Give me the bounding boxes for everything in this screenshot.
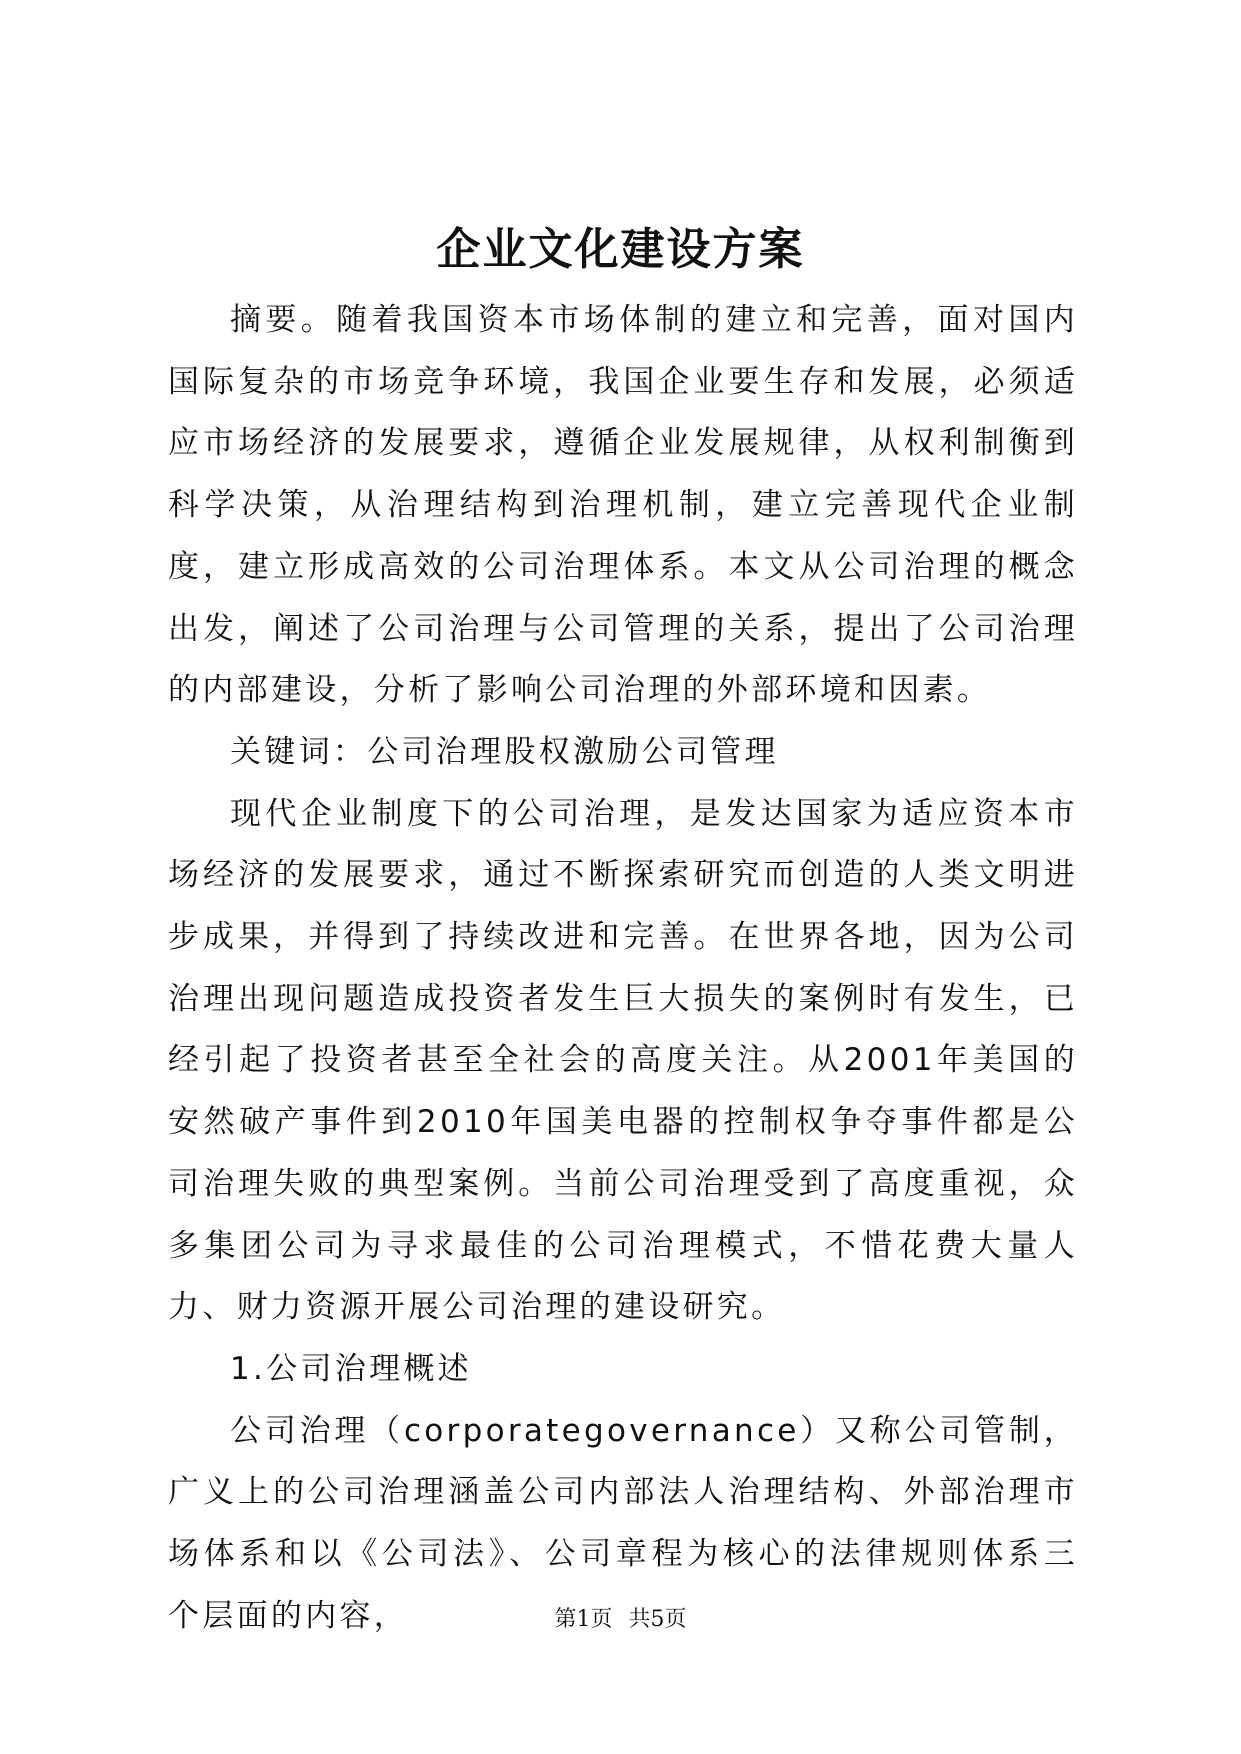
section-heading: 1.公司治理概述 <box>230 1350 472 1387</box>
page-total: 共5页 <box>628 1607 687 1632</box>
document-body <box>168 290 1078 1647</box>
abstract-paragraph: 摘要。随着我国资本市场体制的建立和完善，面对国内国际复杂的市场竞争环境，我国企业要生存和发展，必须适应市场经济的发展要求，遵循企业发展规律，从权利制衡到科学决策，从治理结构到治理机制，建立完善现代企业制度，建立形成高效的公司治理体系。本文从公司治理的概念出发，阐述了公司治理与公司管理的关系，提出了公司治理的内部建设，分析了影响公司治理的外部环境和因素。 <box>168 302 1078 709</box>
keywords-paragraph: 关键词：公司治理股权激励公司管理 <box>230 733 779 770</box>
document-title: 企业文化建设方案 <box>436 224 805 275</box>
page-number: 第1页 <box>554 1607 613 1632</box>
page-footer <box>0 1605 1241 1635</box>
body-paragraph: 现代企业制度下的公司治理，是发达国家为适应资本市场经济的发展要求，通过不断探索研究而创造的人类文明进步成果，并得到了持续改进和完善。在世界各地，因为公司治理出现问题造成投资者发生巨大损失的案例时有发生，已经引起了投资者甚至全社会的高度关注。从2001年美国的安然破产事件到2010年国美电器的控制权争夺事件都是公司治理失败的典型案例。当前公司治理受到了高度重视，众多集团公司为寻求最佳的公司治理模式，不惜花费大量人力、财力资源开展公司治理的建设研究。 <box>168 795 1078 1326</box>
body-paragraph: 公司治理（corporategovernance）又称公司管制，广义上的公司治理涵盖公司内部法人治理结构、外部治理市场体系和以《公司法》、公司章程为核心的法律规则体系三个层面的内容， <box>168 1412 1078 1634</box>
